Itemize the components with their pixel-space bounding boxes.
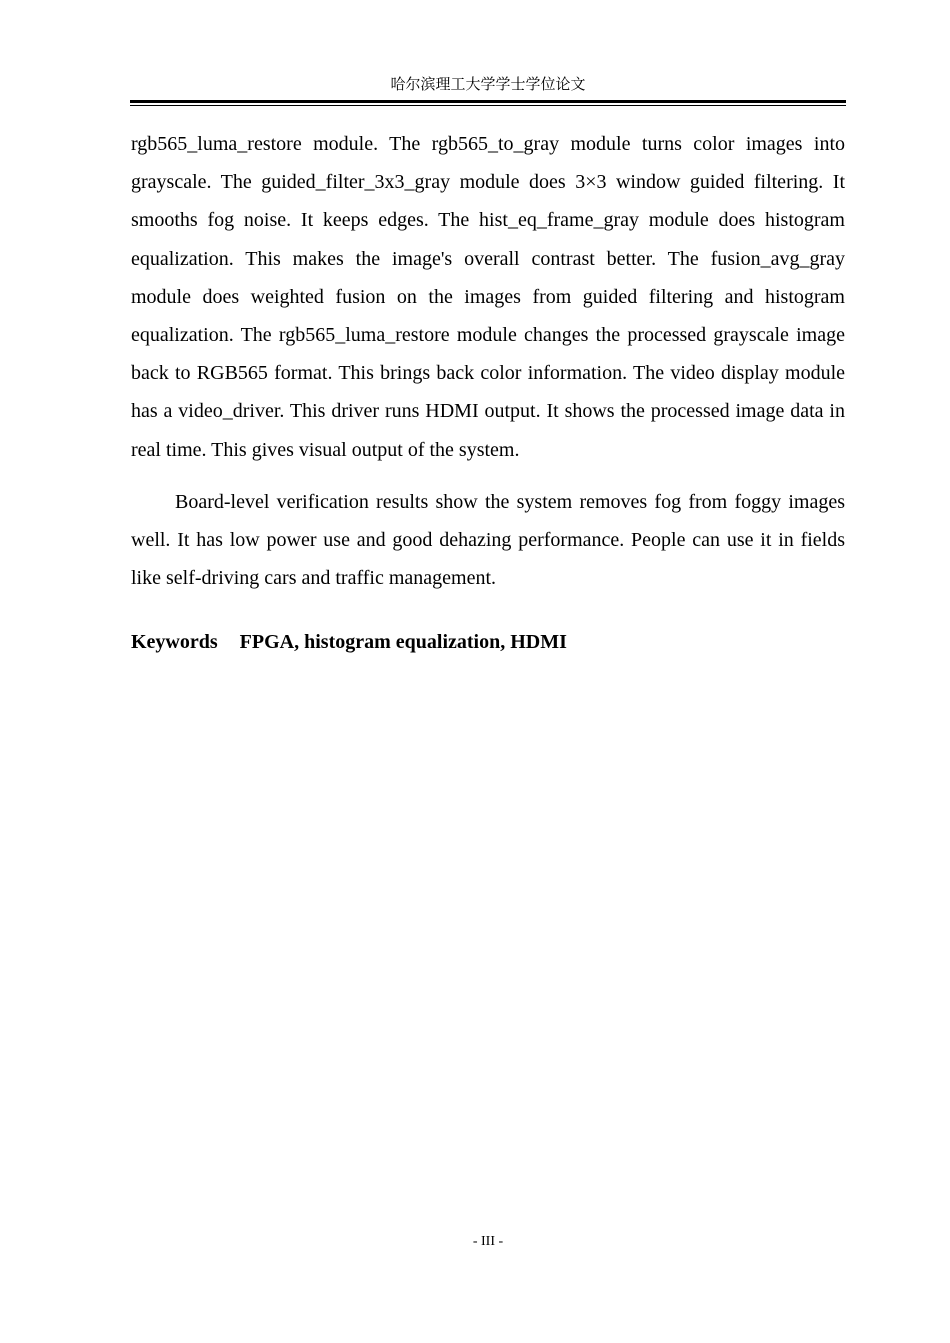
page-number: - III - xyxy=(472,1234,504,1249)
keywords-label: Keywords xyxy=(131,631,218,654)
keywords-line xyxy=(131,623,845,661)
running-header: 哈尔滨理工大学学士学位论文 xyxy=(390,77,586,93)
abstract-paragraph-verification: Board-level verification results show the system removes fog from foggy images well. It has low power use and good dehazing performance. People can use it in fields like self-driving cars and traffic management. xyxy=(131,490,845,590)
header-rule-thick xyxy=(130,100,846,103)
abstract-paragraph-continuation: rgb565_luma_restore module. The rgb565_to_gray module turns color images into grayscale. The guided_filter_3x3_gray module does 3×3 window guided filtering. It smooths fog noise. It keeps edges. The hist_eq_frame_gray module does histogram equalization. This makes the image's overall contrast better. The fusion_avg_gray module does weighted fusion on the images from guided filtering and histogram equalization. The rgb565_luma_restore module changes the processed grayscale image back to RGB565 format. This brings back color information. The video display module has a video_driver. This driver runs HDMI output. It shows the processed image data in real time. This gives visual output of the system. xyxy=(131,133,845,461)
header-rule-thin xyxy=(130,105,846,106)
keywords-text: FPGA, histogram equalization, HDMI xyxy=(239,631,567,654)
abstract-body xyxy=(131,125,845,661)
